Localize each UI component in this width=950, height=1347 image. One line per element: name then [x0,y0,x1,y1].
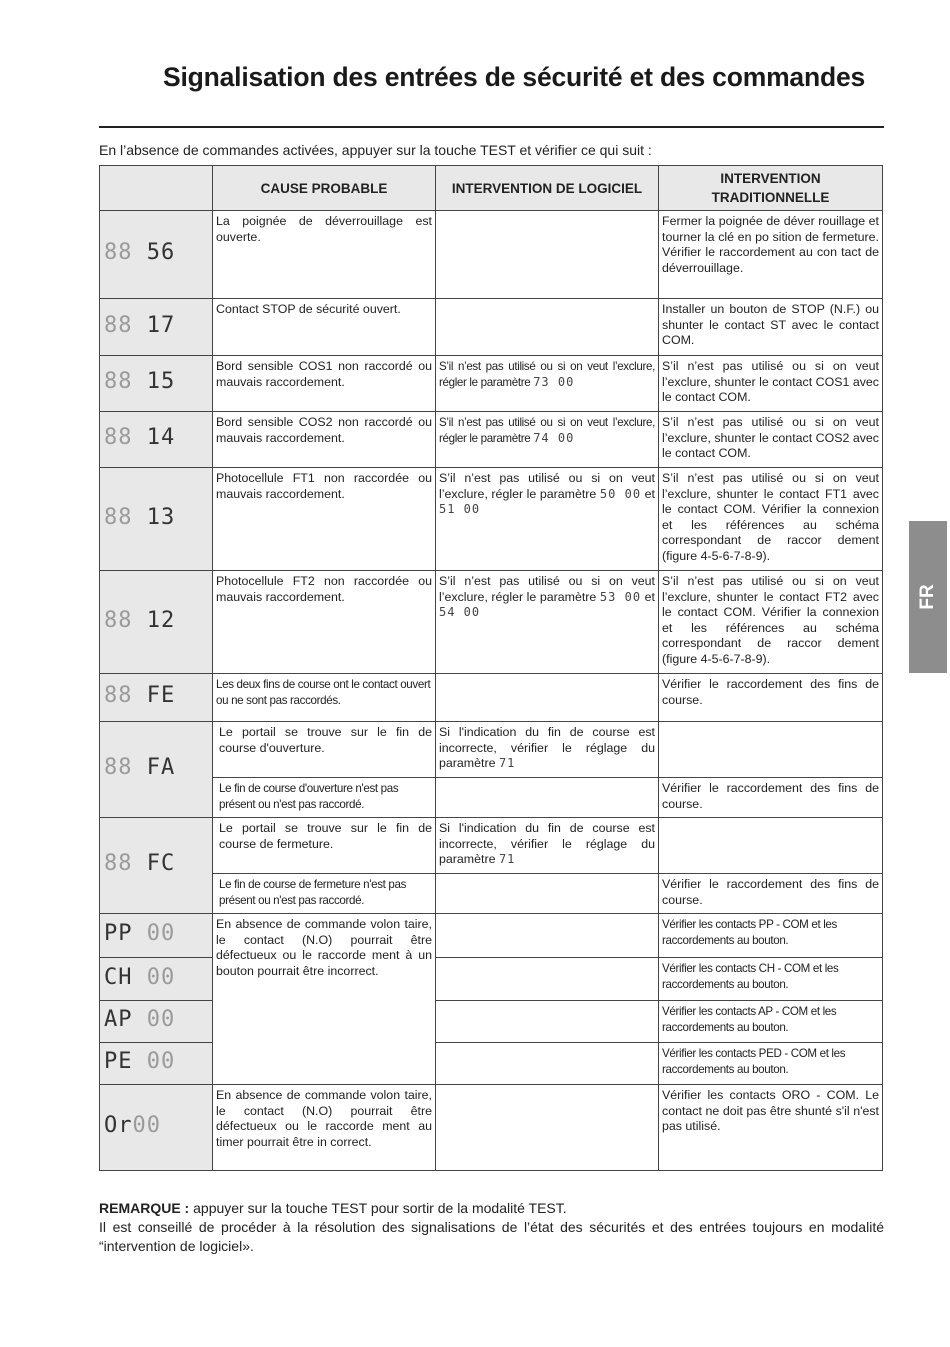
logiciel-cell: Si l'indication du fin de course est incorrecte, vérifier le réglage du paramètre 71 [436,722,659,778]
table-row [100,299,883,356]
trad-cell: Vérifier le raccordement des fins de course. [659,874,883,914]
logiciel-cell [436,1043,659,1085]
trad-cell [659,722,883,778]
trad-cell: Vérifier le raccordement des fins de course. [659,674,883,722]
trad-cell: Installer un bouton de STOP (N.F.) ou shunter le contact ST avec le contact COM. [659,299,883,356]
logiciel-cell [436,778,659,818]
table-row [100,778,883,818]
param-value: 53 00 [599,589,642,604]
header-blank [100,166,213,211]
param-value: 74 00 [533,430,575,445]
trad-cell: S’il n’est pas utilisé ou si on veut l’exclure, shunter le contact FT1 avec le contact COM. Vérifier la connexion et les références au schéma correspondant de raccor dement (figure 4-5-6-7-8-9). [659,468,883,571]
remark-line2: Il est conseillé de procéder à la résolution des signalisations de l’état des sécurités et des entrées toujours en modalité “intervention de logiciel». [99,1219,884,1254]
logiciel-cell: S’il n’est pas utilisé ou si on veut l’exclure, régler le paramètre 73 00 [436,356,659,412]
trad-cell: Vérifier les contacts ORO - COM. Le contact ne doit pas être shunté s'il n'est pas utilisé. [659,1085,883,1171]
display-code-FA: 88 FA [100,722,213,818]
param-value: 71 [498,756,516,771]
page-title: Signalisation des entrées de sécurité et des commandes [163,62,866,92]
table-row [100,356,883,412]
param-value: 54 00 [439,605,481,620]
header-logiciel: INTERVENTION DE LOGICIEL [436,166,659,211]
display-code-PP: PP 00 [100,914,213,958]
trad-cell: S’il n’est pas utilisé ou si on veut l’exclure, shunter le contact COS2 avec le contact COM. [659,412,883,468]
header-traditionnelle: INTERVENTION TRADITIONNELLE [659,166,883,211]
cause-cell: Photocellule FT2 non raccordée ou mauvais raccordement. [213,571,436,674]
trad-cell: Vérifier les contacts CH - COM et les raccordements au bouton. [659,958,883,1001]
trad-cell: S’il n’est pas utilisé ou si on veut l’exclure, shunter le contact FT2 avec le contact COM. Vérifier la connexion et les références au schéma correspondant de raccor dement (figure 4-5-6-7-8-9). [659,571,883,674]
logiciel-cell [436,1001,659,1043]
param-value: 71 [498,852,516,867]
cause-cell: Le portail se trouve sur le fin de course de fermeture. [213,818,436,874]
param-value: 51 00 [439,502,481,517]
table-row [100,874,883,914]
logiciel-cell [436,1085,659,1171]
table-row [100,468,883,571]
signal-table [99,165,883,1171]
display-code-PE: PE 00 [100,1043,213,1085]
trad-cell: S’il n’est pas utilisé ou si on veut l’exclure, shunter le contact COS1 avec le contact COM. [659,356,883,412]
trad-cell: Vérifier le raccordement des fins de course. [659,778,883,818]
logiciel-cell [436,674,659,722]
logiciel-cell [436,958,659,1001]
remark-note [99,1199,884,1256]
cause-cell: Le fin de course d'ouverture n'est pas présent ou n'est pas raccordé. [213,778,436,818]
display-code-14: 88 14 [100,412,213,468]
table-row [100,818,883,874]
trad-cell [659,818,883,874]
table-row [100,1085,883,1171]
display-code-56: 88 56 [100,211,213,299]
display-code-13: 88 13 [100,468,213,571]
intro-text: En l’absence de commandes activées, appuyer sur la touche TEST et vérifier ce qui suit : [99,142,652,158]
table-row [100,571,883,674]
cause-cell: Bord sensible COS2 non raccordé ou mauvais raccordement. [213,412,436,468]
language-tab-label: FR [917,584,938,610]
display-code-AP: AP 00 [100,1001,213,1043]
logiciel-cell [436,874,659,914]
remark-label: REMARQUE : [99,1200,190,1216]
cause-cell: La poignée de déverrouillage est ouverte. [213,211,436,299]
cause-cell: Les deux fins de course ont le contact ouvert ou ne sont pas raccordés. [213,674,436,722]
cause-cell: En absence de commande volon taire, le contact (N.O) pourrait être défectueux ou le raccorde ment au timer pourrait être in correct. [213,1085,436,1171]
display-code-CH: CH 00 [100,958,213,1001]
display-code-15: 88 15 [100,356,213,412]
param-value: 73 00 [533,374,575,389]
language-tab [909,521,947,673]
logiciel-cell [436,914,659,958]
cause-cell: Le portail se trouve sur le fin de course d'ouverture. [213,722,436,778]
display-code-FC: 88 FC [100,818,213,914]
trad-cell: Vérifier les contacts AP - COM et les raccordements au bouton. [659,1001,883,1043]
param-value: 50 00 [599,486,642,501]
trad-cell: Vérifier les contacts PP - COM et les raccordements au bouton. [659,914,883,958]
trad-cell: Vérifier les contacts PED - COM et les raccordements au bouton. [659,1043,883,1085]
logiciel-cell: S’il n’est pas utilisé ou si on veut l’exclure, régler le paramètre 74 00 [436,412,659,468]
logiciel-cell: Si l'indication du fin de course est incorrecte, vérifier le réglage du paramètre 71 [436,818,659,874]
cause-cell: En absence de commande volon taire, le contact (N.O) pourrait être défectueux ou le raccorde ment à un bouton pourrait être incorrect. [213,914,436,1085]
header-cause: CAUSE PROBABLE [213,166,436,211]
cause-cell: Photocellule FT1 non raccordée ou mauvais raccordement. [213,468,436,571]
display-code-FE: 88 FE [100,674,213,722]
table-header-row [100,166,883,211]
display-code-Or: Or00 [100,1085,213,1171]
title-rule [99,126,884,128]
logiciel-cell [436,211,659,299]
remark-line1: appuyer sur la touche TEST pour sortir de la modalité TEST. [193,1200,567,1216]
cause-cell: Le fin de course de fermeture n'est pas présent ou n'est pas raccordé. [213,874,436,914]
table-row [100,412,883,468]
display-code-17: 88 17 [100,299,213,356]
cause-cell: Bord sensible COS1 non raccordé ou mauvais raccordement. [213,356,436,412]
table-row [100,914,883,958]
trad-cell: Fermer la poignée de déver rouillage et tourner la clé en po sition de fermeture. Vérifier le raccordement au con tact de déverrouillage. [659,211,883,299]
cause-cell: Contact STOP de sécurité ouvert. [213,299,436,356]
table-row [100,211,883,299]
table-row [100,674,883,722]
logiciel-cell: S’il n’est pas utilisé ou si on veut l’exclure, régler le paramètre 50 00 et 51 00 [436,468,659,571]
logiciel-cell: S’il n’est pas utilisé ou si on veut l’exclure, régler le paramètre 53 00 et 54 00 [436,571,659,674]
display-code-12: 88 12 [100,571,213,674]
table-row [100,722,883,778]
logiciel-cell [436,299,659,356]
